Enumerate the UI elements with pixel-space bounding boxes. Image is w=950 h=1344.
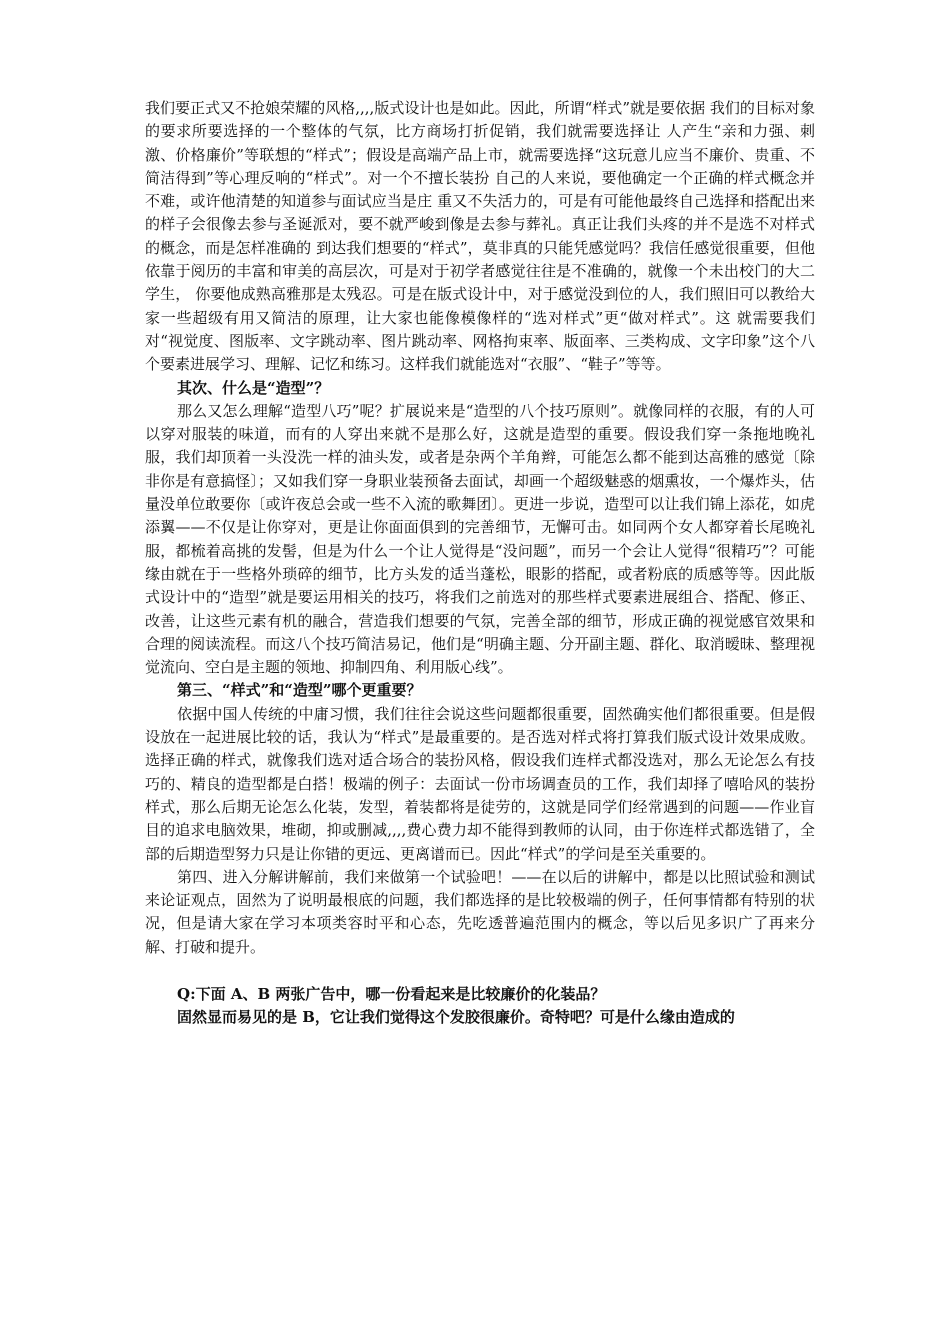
answer-line: 固然显而易见的是 B，它让我们觉得这个发胶很廉价。奇特吧？可是什么缘由造成的: [177, 1008, 735, 1027]
paragraph-style-intro: 我们要正式又不抢娘荣耀的风格,,,,版式设计也是如此。因此，所谓“样式”就是要依据 我们的目标对象的要求所要选择的一个整体的气氛，比方商场打折促销，我们就需要选择让 人产生“亲和力强、刺激、价格廉价”等联想的“样式”；假设是高端产品上市，就需要选择“这玩意儿应当不廉价、贵重、不简洁得到”等心理反响的“样式”。对一个不擅长装扮 自己的人来说，要他确定一个正确的样式概念并不难，或许他清楚的知道参与面试应当是庄 重又不失活力的，可是有可能他最终自己选择和搭配出来的样子会很像去参与圣诞派对，要不就严峻到像是去参与葬礼。真正让我们头疼的并不是选不对样式的概念，而是怎样准确的 到达我们想要的“样式”，莫非真的只能凭感觉吗？我信任感觉很重要，但他依靠于阅历的丰富和审美的高层次，可是对于初学者感觉往往是不准确的，就像一个未出校门的大二学生， 你要他成熟高雅那是太残忍。可是在版式设计中，对于感觉没到位的人，我们照旧可以教给大家一些超级有用又简洁的原理，让大家也能像模像样的“选对样式”更“做对样式”。这 就需要我们对“视觉度、图版率、文字跳动率、图片跳动率、网格拘束率、版面率、三类构成、文字印象”这个八个要素进展学习、理解、记忆和练习。这样我们就能选对“衣服”、“鞋子”等等。: [145, 99, 815, 374]
paragraph-style-importance: 依据中国人传统的中庸习惯，我们往往会说这些问题都很重要，固然确实他们都很重要。但是假设放在一起进展比较的话，我认为“样式”是最重要的。是否选对样式将打算我们版式设计效果成败。选择正确的样式，就像我们选对适合场合的装扮风格，假设我们连样式都没选对，那么无论怎么有技巧的、精良的造型都是白搭！极端的例子：去面试一份市场调查员的工作，我们却择了嘻哈风的装扮样式，那么后期无论怎么化装，发型，着装都将是徒劳的，这就是同学们经常遇到的问题——作业盲目的追求电脑效果，堆砌，抑或删减,,,,费心费力却不能得到教师的认同，由于你连样式都选错了，全部的后期造型努力只是让你错的更远、更离谱而已。因此“样式”的学问是至关重要的。: [145, 704, 815, 863]
heading-what-is-shape: 其次、什么是“造型”？: [177, 378, 330, 397]
paragraph-first-experiment: 第四、进入分解讲解前，我们来做第一个试验吧！——在以后的讲解中，都是以比照试验和测试来论证观点，固然为了说明最根底的问题，我们都选择的是比较极端的例子，任何事情都有特别的状况，但是请大家在学习本项类容时平和心态，先吃透普遍范围内的概念，等以后见多识广了再来分解、打破和提升。: [145, 867, 815, 956]
document-body: [145, 97, 815, 1030]
question-line: Q:下面 A、B 两张广告中，哪一份看起来是比较廉价的化装品？: [177, 984, 606, 1003]
paragraph-shape-explained: 那么又怎么理解“造型八巧”呢？扩展说来是“造型的八个技巧原则”。就像同样的衣服，有的人可以穿对服装的味道，而有的人穿出来就不是那么好，这就是造型的重要。假设我们穿一条拖地晚礼服，我们却顶着一头没洗一样的油头发，或者是杂两个羊角辫，可能怎么都不能到达高雅的感觉〔除非你是有意搞怪〕；又如我们穿一身职业装预备去面试，却画一个超级魅惑的烟熏妆，一个爆炸头，估量没单位敢要你〔或许夜总会或一些不入流的歌舞团〕。更进一步说，造型可以让我们锦上添花，如虎添翼——不仅是让你穿对，更是让你面面俱到的完善细节，无懈可击。如同两个女人都穿着长尾晚礼服，都梳着高挑的发髻，但是为什么一个让人觉得是“没问题”，而另一个会让人觉得“很精巧”？可能缘由就在于一些格外琐碎的细节，比方头发的适当蓬松，眼影的搭配，或者粉底的质感等等。因此版式设计中的“造型”就是要运用相关的技巧，将我们之前选对的那些样式要素进展组合、搭配、修正、改善，让这些元素有机的融合，营造我们想要的气氛，完善全部的细节，形成正确的视觉感官效果和合理的阅读流程。而这八个技巧简洁易记，他们是“明确主题、分开副主题、群化、取消暧昧、整理视觉流向、空白是主题的领地、抑制四角、利用版心线”。: [145, 401, 815, 677]
heading-which-more-important: 第三、“样式”和“造型”哪个更重要？: [177, 681, 422, 700]
blank-line: [145, 959, 815, 983]
